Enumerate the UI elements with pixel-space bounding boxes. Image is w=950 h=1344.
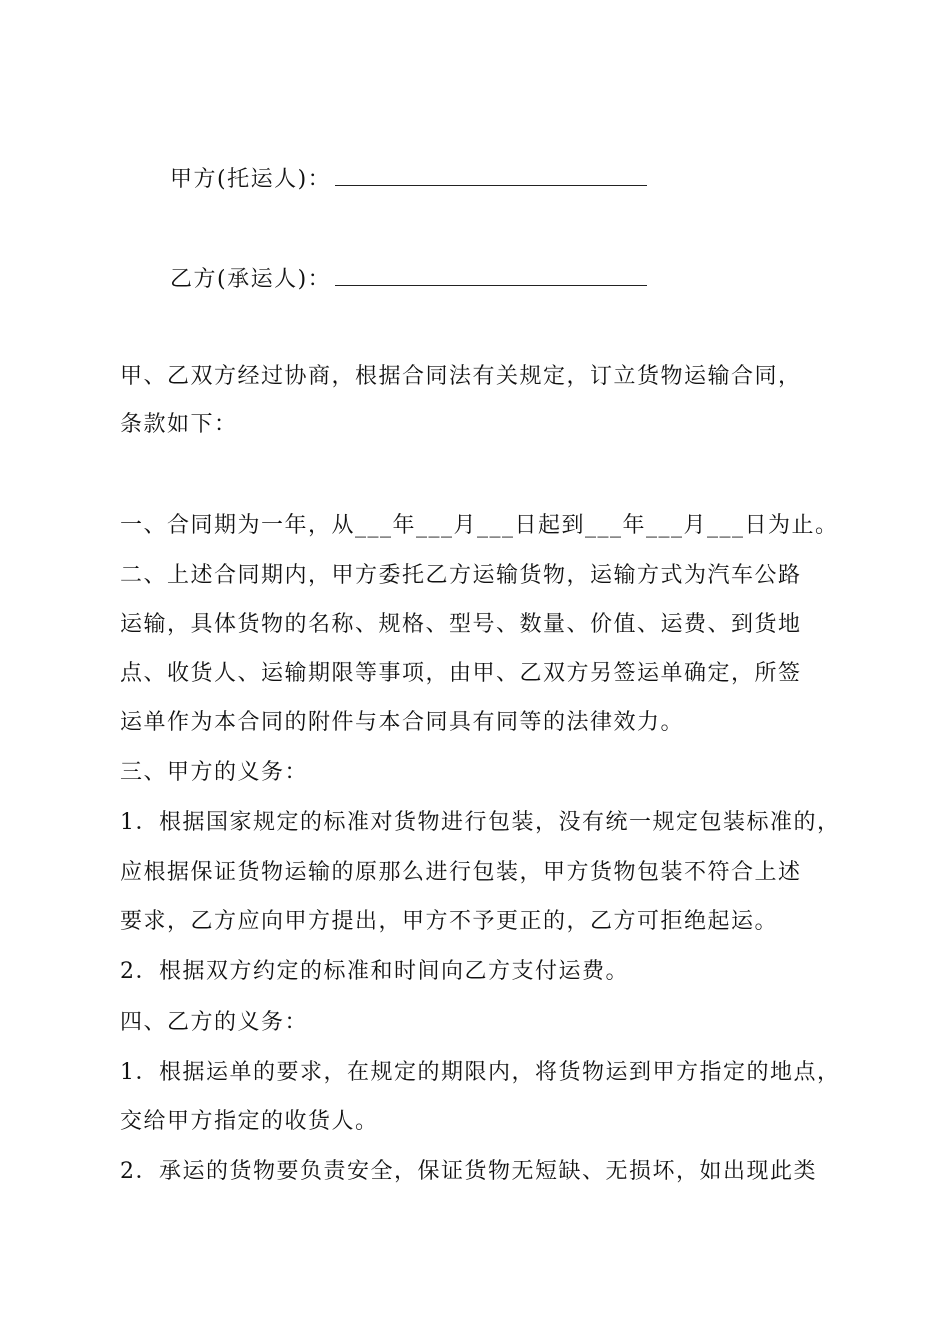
intro-line-2: 条款如下：: [120, 412, 238, 437]
clause-line: 1．根据运单的要求，在规定的期限内，将货物运到甲方指定的地点，: [120, 1060, 841, 1085]
clause-line: 交给甲方指定的收货人。: [120, 1109, 379, 1134]
party-b-label: 乙方(承运人)：: [170, 267, 332, 292]
party-a-label: 甲方(托运人)：: [170, 167, 332, 192]
clause-line: 2．根据双方约定的标准和时间向乙方支付运费。: [120, 959, 629, 984]
clause-line: 运单作为本合同的附件与本合同具有同等的法律效力。: [120, 710, 685, 735]
clause-line: 点、收货人、运输期限等事项，由甲、乙双方另签运单确定，所签: [120, 661, 802, 686]
clause-line: 二、上述合同期内，甲方委托乙方运输货物，运输方式为汽车公路: [120, 563, 802, 588]
section-heading: 四、乙方的义务：: [120, 1010, 309, 1035]
clause-line: 要求，乙方应向甲方提出，甲方不予更正的，乙方可拒绝起运。: [120, 909, 779, 934]
party-b-line: [170, 263, 647, 295]
clause-line: 运输，具体货物的名称、规格、型号、数量、价值、运费、到货地: [120, 612, 802, 637]
party-a-blank: [335, 163, 647, 186]
party-a-line: [170, 163, 647, 195]
party-b-blank: [335, 263, 647, 286]
clause-line: 2．承运的货物要负责安全，保证货物无短缺、无损坏，如出现此类: [120, 1159, 817, 1184]
clause-line: 1．根据国家规定的标准对货物进行包装，没有统一规定包装标准的，: [120, 810, 841, 835]
clause-line: 应根据保证货物运输的原那么进行包装，甲方货物包装不符合上述: [120, 860, 802, 885]
section-heading: 三、甲方的义务：: [120, 760, 309, 785]
clause-line: 一、合同期为一年，从___年___月___日起到___年___月___日为止。: [120, 513, 839, 538]
intro-line-1: 甲、乙双方经过协商，根据合同法有关规定，订立货物运输合同，: [120, 364, 802, 389]
